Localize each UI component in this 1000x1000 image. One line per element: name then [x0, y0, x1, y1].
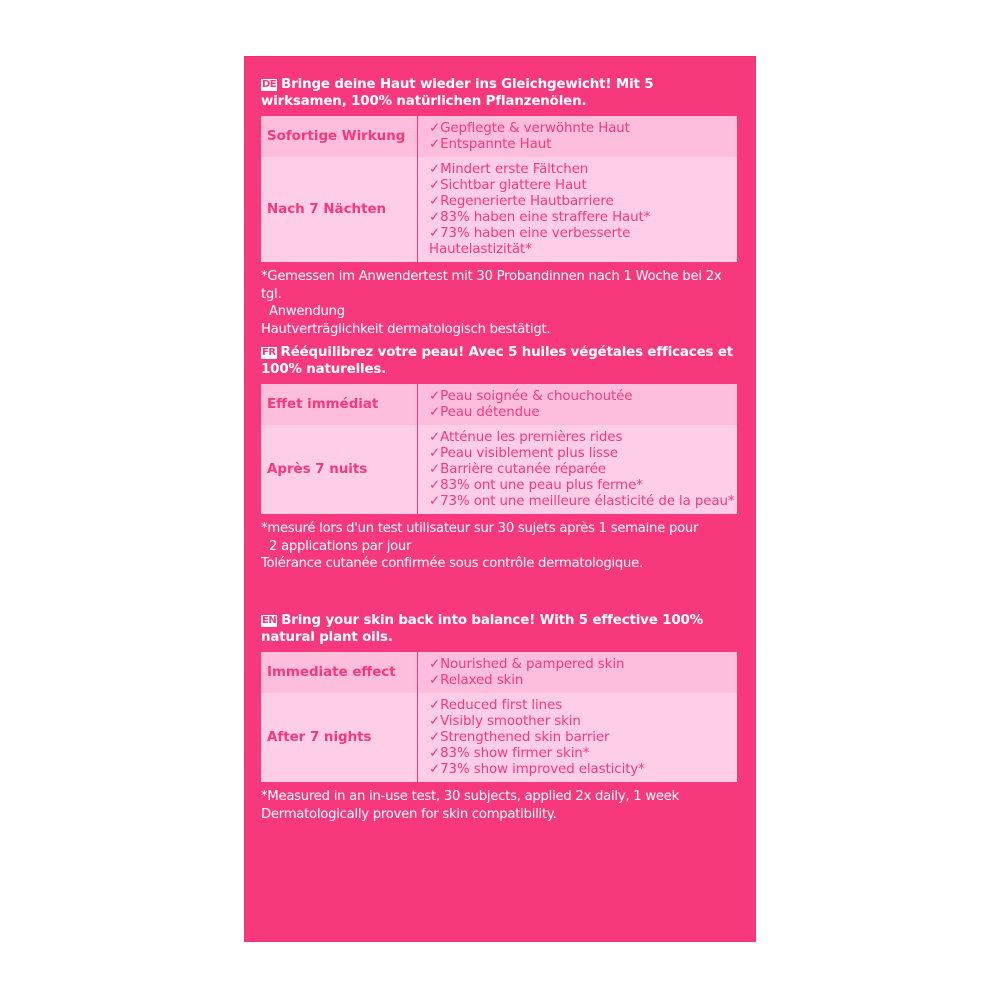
section-en	[261, 612, 741, 823]
list-item: ✓ Gepflegte & verwöhnte Haut	[429, 121, 737, 137]
footnote-line: *Measured in an in-use test, 30 subjects, applied 2x daily, 1 week	[261, 789, 680, 804]
list-item: ✓ Peau détendue	[429, 405, 737, 421]
footnote-line: *Gemessen im Anwendertest mit 30 Probandinnen nach 1 Woche bei 2x tgl.	[261, 269, 722, 302]
list-item: ✓ Reduced first lines	[429, 698, 737, 714]
footnote-line: 2 applications par jour	[269, 538, 412, 554]
list-item: ✓ Mindert erste Fältchen	[429, 162, 737, 178]
table-row	[261, 425, 737, 514]
section-fr	[261, 344, 741, 573]
list-item: ✓ Barrière cutanée réparée	[429, 462, 737, 478]
list-item: ✓ Relaxed skin	[429, 673, 737, 689]
row-label: Sofortige Wirkung	[261, 116, 418, 157]
section-de	[261, 76, 741, 338]
footnote-line: Dermatologically proven for skin compatibility.	[261, 806, 557, 822]
list-item: ✓ Peau visiblement plus lisse	[429, 446, 737, 462]
list-item: ✓ Entspannte Haut	[429, 137, 737, 153]
benefit-list	[418, 384, 737, 425]
language-badge: FR	[262, 347, 276, 358]
table-row	[261, 384, 737, 425]
list-item: ✓ 83% ont une peau plus ferme*	[429, 478, 737, 494]
footnote	[261, 268, 741, 338]
language-badge: DE	[262, 79, 277, 90]
footnote-line: *mesuré lors d'un test utilisateur sur 30 sujets après 1 semaine pour	[261, 521, 699, 536]
product-back-panel	[244, 56, 756, 942]
benefit-list	[418, 425, 737, 514]
benefit-list	[418, 652, 737, 693]
list-item: ✓ Atténue les premières rides	[429, 430, 737, 446]
table-row	[261, 116, 737, 157]
list-item: ✓ 83% show firmer skin*	[429, 746, 737, 762]
list-item: ✓ 73% ont une meilleure élasticité de la peau*	[429, 494, 737, 510]
list-item: ✓ 73% haben eine verbesserte Hautelastizität*	[429, 226, 737, 258]
row-label: Effet immédiat	[261, 384, 418, 425]
list-item: ✓ Nourished & pampered skin	[429, 657, 737, 673]
list-item: ✓ Regenerierte Hautbarriere	[429, 194, 737, 210]
section-heading	[261, 612, 741, 646]
footnote	[261, 788, 741, 823]
footnote-line: Anwendung	[269, 304, 345, 319]
row-label: After 7 nights	[261, 693, 418, 782]
row-label: Après 7 nuits	[261, 425, 418, 514]
section-heading	[261, 76, 741, 110]
table-row	[261, 652, 737, 693]
list-item: ✓ Visibly smoother skin	[429, 714, 737, 730]
benefits-table	[261, 384, 737, 514]
row-label: Nach 7 Nächten	[261, 157, 418, 262]
heading-text: Bring your skin back into balance! With 5 effective 100% natural plant oils.	[261, 613, 703, 645]
footnote	[261, 520, 741, 573]
benefit-list	[418, 693, 737, 782]
table-row	[261, 693, 737, 782]
benefits-table	[261, 116, 737, 262]
footnote-line: Hautverträglichkeit dermatologisch bestätigt.	[261, 321, 551, 337]
benefits-table	[261, 652, 737, 782]
table-row	[261, 157, 737, 262]
footnote-line: Tolérance cutanée confirmée sous contrôle dermatologique.	[261, 556, 643, 571]
benefit-list	[418, 157, 737, 262]
benefit-list	[418, 116, 737, 157]
heading-text: Rééquilibrez votre peau! Avec 5 huiles végétales efficaces et 100% naturelles.	[261, 345, 734, 377]
list-item: ✓ 83% haben eine straffere Haut*	[429, 210, 737, 226]
list-item: ✓ Sichtbar glattere Haut	[429, 178, 737, 194]
list-item: ✓ 73% show improved elasticity*	[429, 762, 737, 778]
row-label: Immediate effect	[261, 652, 418, 693]
heading-text: Bringe deine Haut wieder ins Gleichgewicht! Mit 5 wirksamen, 100% natürlichen Pflanzenölen.	[261, 77, 654, 109]
section-heading	[261, 344, 741, 378]
language-badge: EN	[262, 615, 277, 626]
list-item: ✓ Strengthened skin barrier	[429, 730, 737, 746]
list-item: ✓ Peau soignée & chouchoutée	[429, 389, 737, 405]
